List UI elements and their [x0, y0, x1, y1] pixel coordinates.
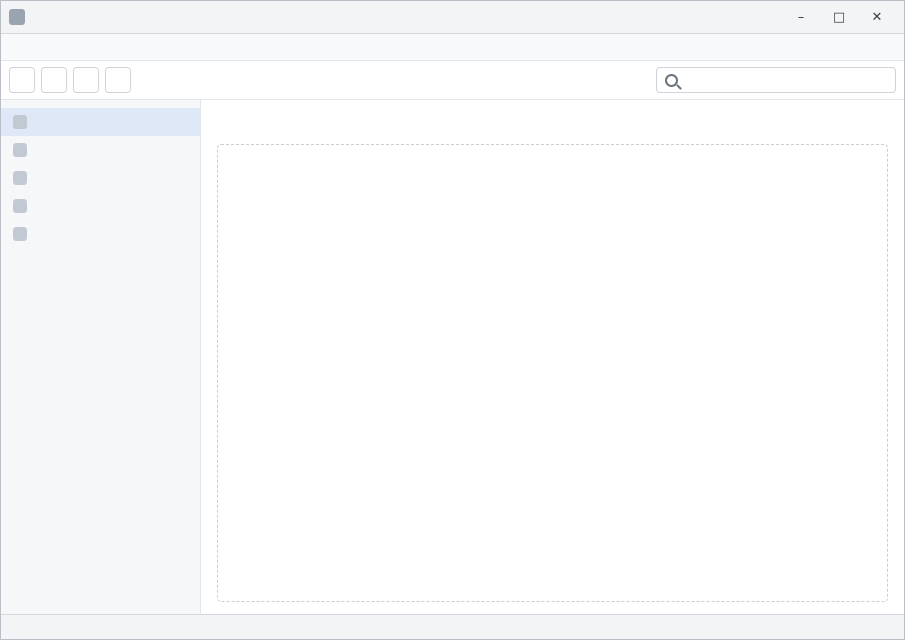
menu-item-5[interactable] [77, 36, 95, 58]
minimize-icon: – [797, 9, 805, 25]
status-bar [1, 614, 904, 639]
toolbar [1, 61, 904, 100]
toolbar-button-2[interactable] [41, 67, 67, 93]
toolbar-button-4[interactable] [105, 67, 131, 93]
sidebar-item-3[interactable] [1, 164, 200, 192]
menu-item-1[interactable] [5, 36, 23, 58]
sidebar-item-icon [13, 227, 27, 241]
close-button[interactable] [858, 1, 896, 33]
page-title [217, 112, 888, 134]
menu-item-4[interactable] [59, 36, 77, 58]
sidebar-item-icon [13, 143, 27, 157]
sidebar-item-1[interactable] [1, 108, 200, 136]
toolbar-button-3[interactable] [73, 67, 99, 93]
maximize-button[interactable] [820, 1, 858, 33]
toolbar-button-1[interactable] [9, 67, 35, 93]
sidebar-item-2[interactable] [1, 136, 200, 164]
minimize-button[interactable] [782, 1, 820, 33]
sidebar-item-icon [13, 171, 27, 185]
close-icon: ✕ [871, 9, 883, 25]
menu-bar [1, 34, 904, 61]
title-bar[interactable] [1, 1, 904, 34]
search-box[interactable] [656, 67, 896, 93]
search-input[interactable] [684, 72, 887, 88]
sidebar-item-icon [13, 199, 27, 213]
menu-item-2[interactable] [23, 36, 41, 58]
window-body [1, 100, 904, 614]
sidebar-item-4[interactable] [1, 192, 200, 220]
search-icon [665, 74, 678, 87]
main-panel [201, 100, 904, 614]
sidebar-item-icon [13, 115, 27, 129]
menu-item-3[interactable] [41, 36, 59, 58]
sidebar-item-5[interactable] [1, 220, 200, 248]
sidebar [1, 100, 201, 614]
maximize-icon: □ [832, 9, 846, 25]
app-icon [9, 9, 25, 25]
content-area [217, 144, 888, 602]
